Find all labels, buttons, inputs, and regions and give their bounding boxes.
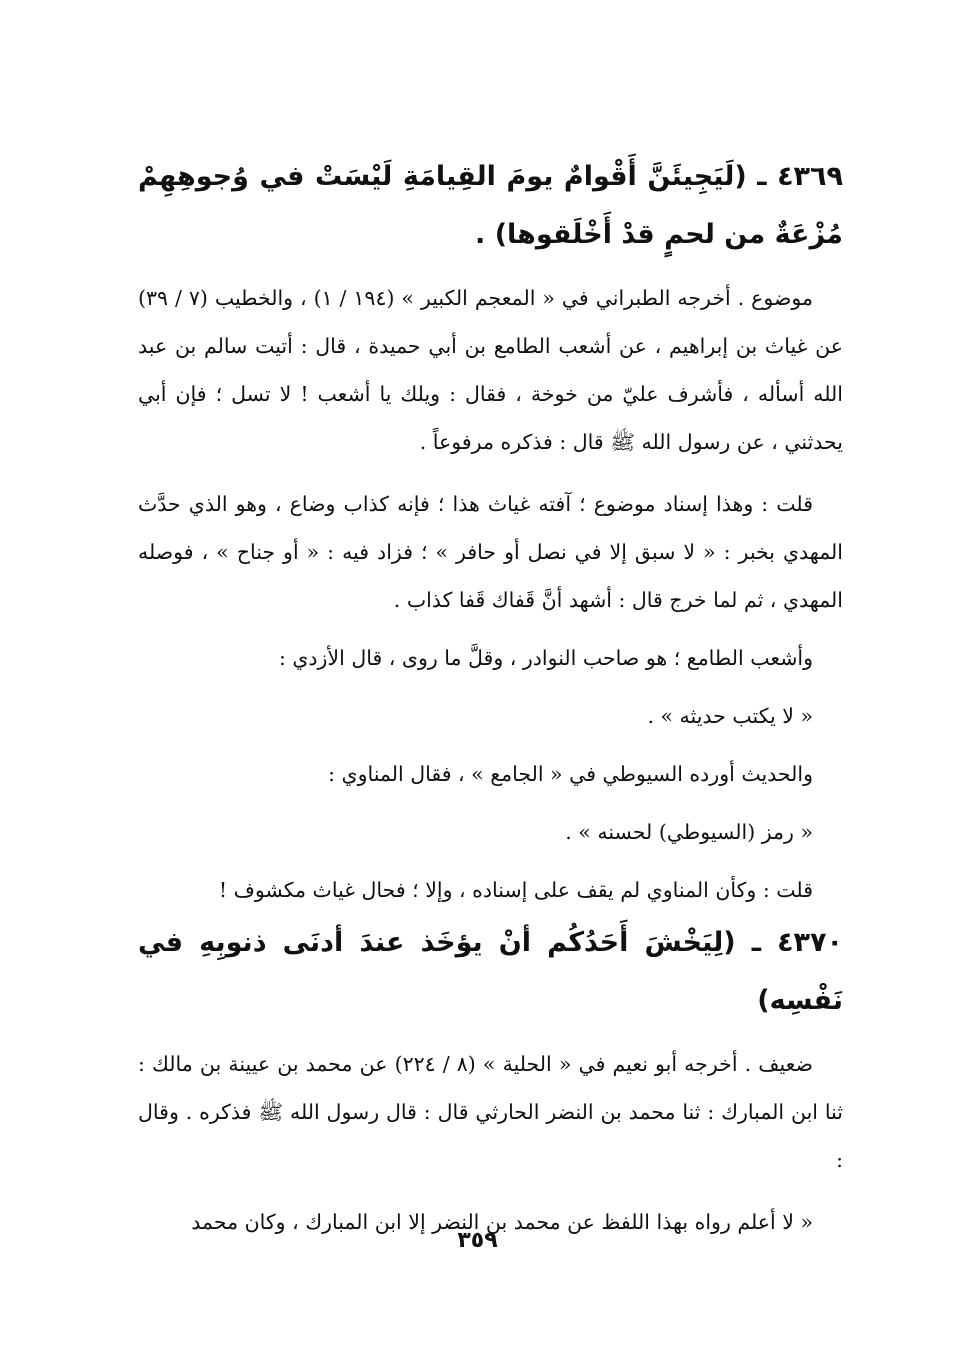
page-number: ٣٥٩ (457, 1228, 498, 1253)
quote-munawi: « رمز (السيوطي) لحسنه » . (565, 820, 813, 844)
quote-azdi: « لا يكتب حديثه » . (647, 704, 813, 728)
commentary-paragraph-2: وأشعب الطامع ؛ هو صاحب النوادر ، وقلَّ ما روى ، قال الأزدي : (278, 646, 813, 670)
commentary-paragraph-1: قلت : وهذا إسناد موضوع ؛ آفته غياث هذا ؛ فإنه كذاب وضاع ، وهو الذي حدَّث المهدي بخبر : « لا سبق إلا في نصل أو حافر » ؛ فزاد فيه : « أو جناح » ، فوصله المهدي ، ثم لما خرج قال : أشهد أنَّ قَفاك قَفا كذاب . (138, 492, 843, 612)
commentary-paragraph-4: قلت : وكأن المناوي لم يقف على إسناده ، وإلا ؛ فحال غياث مكشوف ! (218, 878, 813, 902)
takhrij-4370-paragraph: ضعيف . أخرجه أبو نعيم في « الحلية » (٨ / ٢٢٤) عن محمد بن عيينة بن مالك : ثنا ابن المبارك : ثنا محمد بن النضر الحارثي قال : قال رسول الله ﷺ فذكره . وقال : (138, 1052, 843, 1172)
hadith-4369-heading: ٤٣٦٩ ـ (لَيَجِيئَنَّ أَقْوامٌ يومَ القِيامَةِ لَيْسَتْ في وُجوهِهِمْ مُزْعَةٌ من لحمٍ قدْ أَخْلَقوها) . (138, 161, 843, 250)
hadith-4370-heading: ٤٣٧٠ ـ (لِيَخْشَ أَحَدُكُم أنْ يؤخَذ عندَ أدنَى ذنوبِهِ في نَفْسِه) (138, 927, 843, 1016)
takhrij-4369-paragraph: موضوع . أخرجه الطبراني في « المعجم الكبير » (١٩٤ / ١) ، والخطيب (٧ / ٣٩) عن غياث بن إبراهيم ، عن أشعب الطامع بن أبي حميدة ، قال : أتيت سالم بن عبد الله أسأله ، فأشرف عليّ من خوخة ، فقال : ويلك يا أشعب ! لا تسل ؛ فإن أبي يحدثني ، عن رسول الله ﷺ قال : فذكره مرفوعاً . (138, 286, 843, 454)
quote-abu-nuaym: « لا أعلم رواه بهذا اللفظ عن محمد بن النضر إلا ابن المبارك ، وكان محمد (191, 1210, 813, 1234)
commentary-paragraph-3: والحديث أورده السيوطي في « الجامع » ، فقال المناوي : (328, 762, 813, 786)
page-body (138, 148, 843, 1246)
